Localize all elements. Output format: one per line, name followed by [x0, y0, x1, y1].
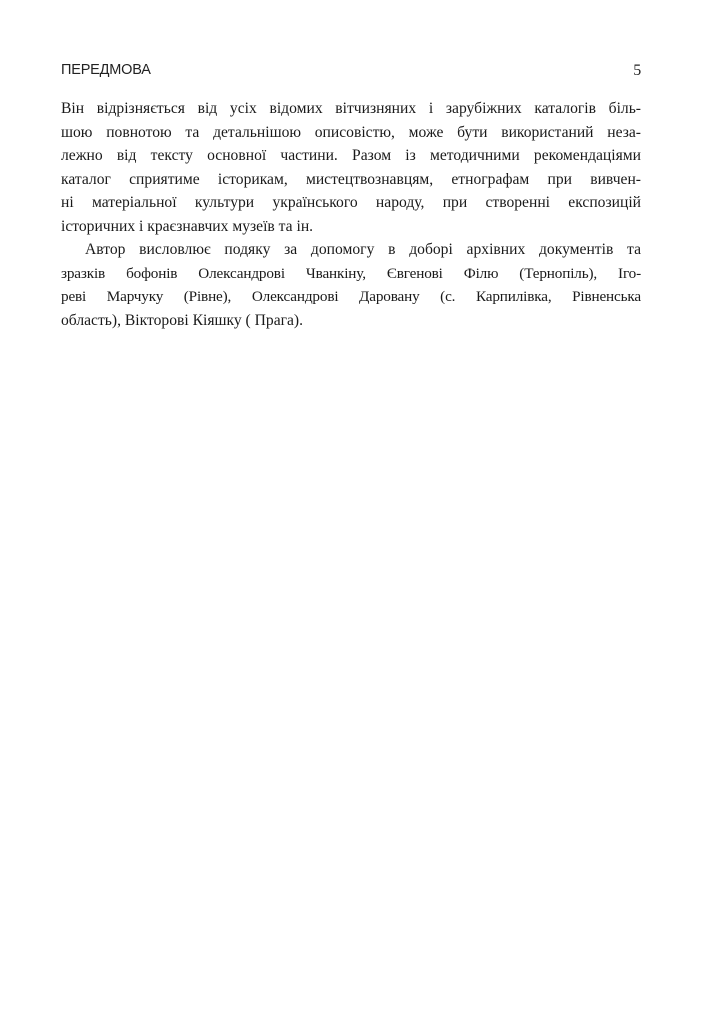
text-line: шою повнотою та детальнішою описовістю, може бути використаний неза- [61, 123, 641, 141]
text-line: лежно від тексту основної частини. Разом із методичними рекомендаціями [61, 147, 641, 164]
page-number: 5 [633, 62, 641, 79]
body-text [61, 97, 641, 332]
text-line: зразків бофонів Олександрові Чванкіну, Євгенові Філю (Тернопіль), Іго- [61, 264, 641, 282]
text-line: область), Вікторові Кіяшку ( Прага). [61, 311, 304, 329]
text-line: Автор висловлює подяку за допомогу в доборі архівних документів та [85, 241, 641, 258]
text-line: реві Марчуку (Рівне), Олександрові Даровану (с. Карпилівка, Рівненська [61, 288, 641, 305]
paragraph-intro [61, 97, 641, 238]
section-title: ПЕРЕДМОВА [61, 62, 151, 78]
text-line: історичних і краєзнавчих музеїв та ін. [61, 217, 314, 235]
paragraph-acknowledgements [61, 238, 641, 332]
text-line: каталог сприятиме історикам, мистецтвознавцям, етнографам при вивчен- [61, 170, 641, 188]
text-line: Він відрізняється від усіх відомих вітчизняних і зарубіжних каталогів біль- [61, 100, 641, 117]
text-line: ні матеріальної культури українського народу, при створенні експозицій [61, 194, 641, 211]
running-head [61, 62, 641, 84]
